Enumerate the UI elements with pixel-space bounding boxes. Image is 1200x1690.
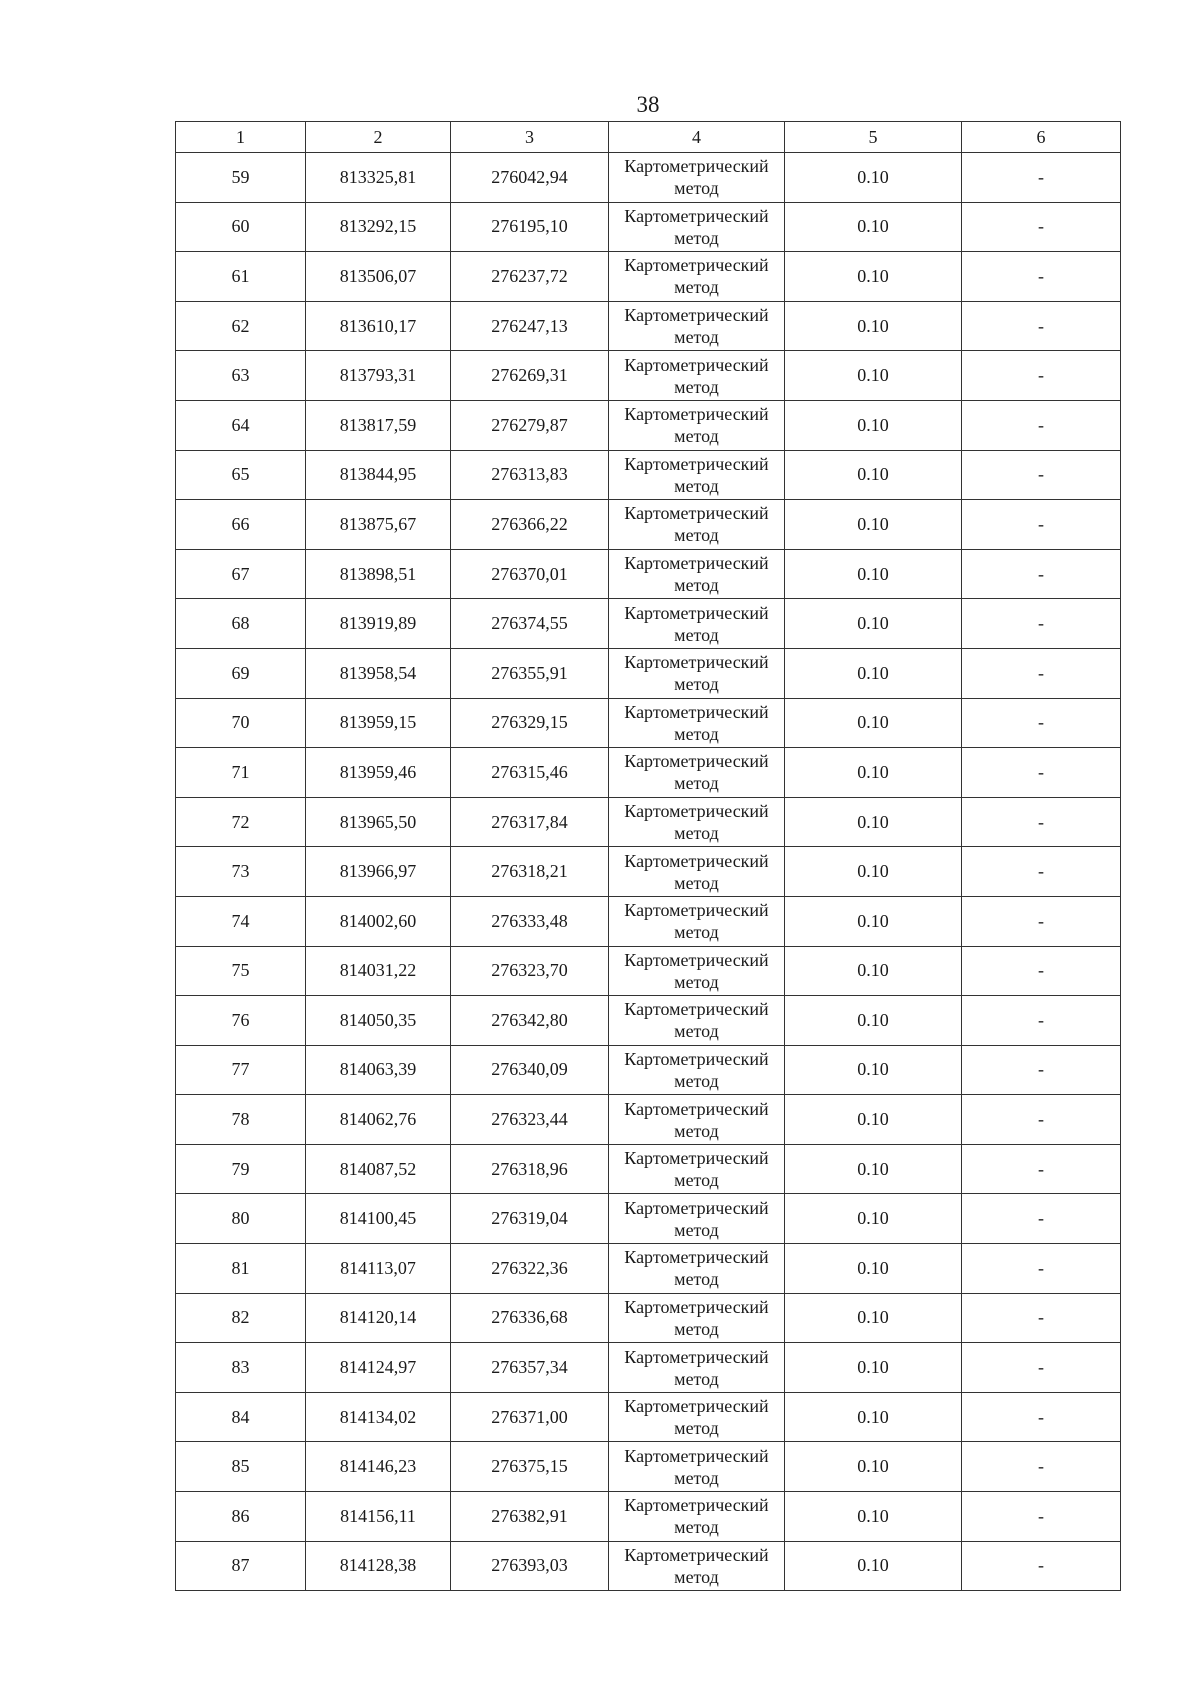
x-coordinate-cell: 814156,11 [306, 1492, 451, 1542]
col-header-4: 4 [609, 122, 785, 153]
method-cell [609, 748, 785, 798]
y-coordinate-cell: 276333,48 [451, 896, 609, 946]
point-number-cell: 63 [176, 351, 306, 401]
accuracy-cell: 0.10 [785, 400, 962, 450]
table-row [176, 1194, 1121, 1244]
col-header-6: 6 [962, 122, 1121, 153]
point-number-cell: 82 [176, 1293, 306, 1343]
method-line-1: Картометрический [624, 999, 769, 1020]
method-line-2: метод [674, 1021, 719, 1042]
method-line-2: метод [674, 723, 719, 744]
note-cell: - [962, 1492, 1121, 1542]
table-row [176, 351, 1121, 401]
method-line-1: Картометрический [624, 701, 769, 722]
y-coordinate-cell: 276371,00 [451, 1392, 609, 1442]
point-number-cell: 66 [176, 500, 306, 550]
x-coordinate-cell: 813959,46 [306, 748, 451, 798]
point-number-cell: 76 [176, 996, 306, 1046]
y-coordinate-cell: 276357,34 [451, 1343, 609, 1393]
note-cell: - [962, 500, 1121, 550]
note-cell: - [962, 599, 1121, 649]
method-line-1: Картометрический [624, 1098, 769, 1119]
accuracy-cell: 0.10 [785, 996, 962, 1046]
method-cell [609, 847, 785, 897]
method-line-2: метод [674, 1269, 719, 1290]
y-coordinate-cell: 276323,70 [451, 946, 609, 996]
method-line-2: метод [674, 277, 719, 298]
table-row [176, 1244, 1121, 1294]
table-row [176, 500, 1121, 550]
x-coordinate-cell: 813919,89 [306, 599, 451, 649]
point-number-cell: 80 [176, 1194, 306, 1244]
method-cell [609, 1244, 785, 1294]
method-line-2: метод [674, 1418, 719, 1439]
note-cell: - [962, 549, 1121, 599]
accuracy-cell: 0.10 [785, 1343, 962, 1393]
note-cell: - [962, 1392, 1121, 1442]
col-header-5: 5 [785, 122, 962, 153]
y-coordinate-cell: 276366,22 [451, 500, 609, 550]
note-cell: - [962, 896, 1121, 946]
x-coordinate-cell: 814087,52 [306, 1144, 451, 1194]
accuracy-cell: 0.10 [785, 946, 962, 996]
x-coordinate-cell: 814120,14 [306, 1293, 451, 1343]
table-row [176, 946, 1121, 996]
method-cell [609, 599, 785, 649]
method-line-1: Картометрический [624, 453, 769, 474]
point-number-cell: 85 [176, 1442, 306, 1492]
table-row [176, 1442, 1121, 1492]
point-number-cell: 77 [176, 1045, 306, 1095]
note-cell: - [962, 698, 1121, 748]
y-coordinate-cell: 276247,13 [451, 301, 609, 351]
method-cell [609, 896, 785, 946]
x-coordinate-cell: 813959,15 [306, 698, 451, 748]
page-number: 38 [636, 92, 660, 117]
note-cell: - [962, 252, 1121, 302]
accuracy-cell: 0.10 [785, 748, 962, 798]
note-cell: - [962, 1244, 1121, 1294]
method-line-2: метод [674, 1566, 719, 1587]
accuracy-cell: 0.10 [785, 1492, 962, 1542]
point-number-cell: 84 [176, 1392, 306, 1442]
point-number-cell: 73 [176, 847, 306, 897]
note-cell: - [962, 202, 1121, 252]
method-cell [609, 500, 785, 550]
table-row [176, 549, 1121, 599]
method-line-1: Картометрический [624, 1048, 769, 1069]
method-cell [609, 1045, 785, 1095]
x-coordinate-cell: 813610,17 [306, 301, 451, 351]
table-row [176, 698, 1121, 748]
method-line-1: Картометрический [624, 255, 769, 276]
accuracy-cell: 0.10 [785, 1144, 962, 1194]
table-row [176, 1343, 1121, 1393]
method-line-2: метод [674, 1219, 719, 1240]
y-coordinate-cell: 276370,01 [451, 549, 609, 599]
point-number-cell: 69 [176, 648, 306, 698]
y-coordinate-cell: 276323,44 [451, 1095, 609, 1145]
point-number-cell: 75 [176, 946, 306, 996]
method-line-2: метод [674, 426, 719, 447]
x-coordinate-cell: 813898,51 [306, 549, 451, 599]
table-row [176, 996, 1121, 1046]
method-cell [609, 1194, 785, 1244]
point-number-cell: 61 [176, 252, 306, 302]
y-coordinate-cell: 276042,94 [451, 153, 609, 203]
method-cell [609, 797, 785, 847]
x-coordinate-cell: 814124,97 [306, 1343, 451, 1393]
y-coordinate-cell: 276340,09 [451, 1045, 609, 1095]
method-line-1: Картометрический [624, 305, 769, 326]
point-number-cell: 70 [176, 698, 306, 748]
method-cell [609, 400, 785, 450]
accuracy-cell: 0.10 [785, 698, 962, 748]
accuracy-cell: 0.10 [785, 1194, 962, 1244]
note-cell: - [962, 946, 1121, 996]
table-row [176, 847, 1121, 897]
method-line-1: Картометрический [624, 602, 769, 623]
point-number-cell: 78 [176, 1095, 306, 1145]
method-line-1: Картометрический [624, 205, 769, 226]
point-number-cell: 83 [176, 1343, 306, 1393]
method-line-1: Картометрический [624, 1544, 769, 1565]
method-line-2: метод [674, 1120, 719, 1141]
method-cell [609, 1492, 785, 1542]
method-line-1: Картометрический [624, 503, 769, 524]
method-line-1: Картометрический [624, 404, 769, 425]
x-coordinate-cell: 814134,02 [306, 1392, 451, 1442]
note-cell: - [962, 1541, 1121, 1591]
table-row [176, 896, 1121, 946]
x-coordinate-cell: 814002,60 [306, 896, 451, 946]
method-line-1: Картометрический [624, 1495, 769, 1516]
method-line-2: метод [674, 327, 719, 348]
note-cell: - [962, 450, 1121, 500]
point-number-cell: 74 [176, 896, 306, 946]
point-number-cell: 62 [176, 301, 306, 351]
method-cell [609, 1293, 785, 1343]
method-line-2: метод [674, 475, 719, 496]
note-cell: - [962, 351, 1121, 401]
x-coordinate-cell: 814146,23 [306, 1442, 451, 1492]
point-number-cell: 68 [176, 599, 306, 649]
table-row [176, 252, 1121, 302]
coordinates-table [175, 121, 1121, 1591]
x-coordinate-cell: 813875,67 [306, 500, 451, 550]
point-number-cell: 67 [176, 549, 306, 599]
method-line-2: метод [674, 773, 719, 794]
method-line-2: метод [674, 525, 719, 546]
point-number-cell: 87 [176, 1541, 306, 1591]
y-coordinate-cell: 276375,15 [451, 1442, 609, 1492]
accuracy-cell: 0.10 [785, 599, 962, 649]
method-cell [609, 1392, 785, 1442]
x-coordinate-cell: 813793,31 [306, 351, 451, 401]
accuracy-cell: 0.10 [785, 301, 962, 351]
y-coordinate-cell: 276313,83 [451, 450, 609, 500]
x-coordinate-cell: 813817,59 [306, 400, 451, 450]
method-line-1: Картометрический [624, 1197, 769, 1218]
accuracy-cell: 0.10 [785, 847, 962, 897]
method-line-1: Картометрический [624, 553, 769, 574]
table-row [176, 301, 1121, 351]
note-cell: - [962, 1343, 1121, 1393]
note-cell: - [962, 400, 1121, 450]
method-cell [609, 351, 785, 401]
method-line-2: метод [674, 227, 719, 248]
x-coordinate-cell: 814031,22 [306, 946, 451, 996]
accuracy-cell: 0.10 [785, 797, 962, 847]
y-coordinate-cell: 276318,21 [451, 847, 609, 897]
accuracy-cell: 0.10 [785, 1392, 962, 1442]
x-coordinate-cell: 813844,95 [306, 450, 451, 500]
method-cell [609, 996, 785, 1046]
accuracy-cell: 0.10 [785, 1442, 962, 1492]
accuracy-cell: 0.10 [785, 1095, 962, 1145]
method-line-1: Картометрический [624, 354, 769, 375]
method-cell [609, 1144, 785, 1194]
method-line-1: Картометрический [624, 1396, 769, 1417]
y-coordinate-cell: 276322,36 [451, 1244, 609, 1294]
method-cell [609, 202, 785, 252]
note-cell: - [962, 1442, 1121, 1492]
y-coordinate-cell: 276318,96 [451, 1144, 609, 1194]
y-coordinate-cell: 276195,10 [451, 202, 609, 252]
table-body [176, 153, 1121, 1591]
method-line-2: метод [674, 1368, 719, 1389]
table-row [176, 450, 1121, 500]
x-coordinate-cell: 814128,38 [306, 1541, 451, 1591]
y-coordinate-cell: 276319,04 [451, 1194, 609, 1244]
method-cell [609, 1095, 785, 1145]
note-cell: - [962, 1144, 1121, 1194]
method-cell [609, 252, 785, 302]
note-cell: - [962, 748, 1121, 798]
accuracy-cell: 0.10 [785, 896, 962, 946]
method-line-2: метод [674, 1467, 719, 1488]
method-cell [609, 648, 785, 698]
table-row [176, 1144, 1121, 1194]
point-number-cell: 86 [176, 1492, 306, 1542]
note-cell: - [962, 996, 1121, 1046]
x-coordinate-cell: 813966,97 [306, 847, 451, 897]
table-row [176, 153, 1121, 203]
method-line-2: метод [674, 575, 719, 596]
point-number-cell: 59 [176, 153, 306, 203]
table-row [176, 202, 1121, 252]
x-coordinate-cell: 813325,81 [306, 153, 451, 203]
y-coordinate-cell: 276315,46 [451, 748, 609, 798]
note-cell: - [962, 648, 1121, 698]
point-number-cell: 81 [176, 1244, 306, 1294]
y-coordinate-cell: 276329,15 [451, 698, 609, 748]
method-line-2: метод [674, 178, 719, 199]
note-cell: - [962, 847, 1121, 897]
accuracy-cell: 0.10 [785, 648, 962, 698]
note-cell: - [962, 153, 1121, 203]
method-line-2: метод [674, 674, 719, 695]
accuracy-cell: 0.10 [785, 549, 962, 599]
method-cell [609, 153, 785, 203]
method-cell [609, 301, 785, 351]
x-coordinate-cell: 814100,45 [306, 1194, 451, 1244]
x-coordinate-cell: 814063,39 [306, 1045, 451, 1095]
y-coordinate-cell: 276317,84 [451, 797, 609, 847]
point-number-cell: 64 [176, 400, 306, 450]
table-row [176, 400, 1121, 450]
y-coordinate-cell: 276355,91 [451, 648, 609, 698]
table-row [176, 1095, 1121, 1145]
header-row [176, 122, 1121, 153]
method-line-1: Картометрический [624, 652, 769, 673]
table-row [176, 1293, 1121, 1343]
method-line-2: метод [674, 872, 719, 893]
method-line-1: Картометрический [624, 1296, 769, 1317]
y-coordinate-cell: 276279,87 [451, 400, 609, 450]
method-line-2: метод [674, 376, 719, 397]
method-cell [609, 946, 785, 996]
y-coordinate-cell: 276374,55 [451, 599, 609, 649]
method-line-2: метод [674, 1070, 719, 1091]
method-line-1: Картометрический [624, 1346, 769, 1367]
table-row [176, 1492, 1121, 1542]
table-row [176, 599, 1121, 649]
accuracy-cell: 0.10 [785, 351, 962, 401]
table-row [176, 1045, 1121, 1095]
method-line-1: Картометрический [624, 1148, 769, 1169]
note-cell: - [962, 1045, 1121, 1095]
method-line-1: Картометрический [624, 1445, 769, 1466]
point-number-cell: 79 [176, 1144, 306, 1194]
accuracy-cell: 0.10 [785, 1244, 962, 1294]
accuracy-cell: 0.10 [785, 450, 962, 500]
y-coordinate-cell: 276393,03 [451, 1541, 609, 1591]
method-cell [609, 698, 785, 748]
note-cell: - [962, 1095, 1121, 1145]
x-coordinate-cell: 813292,15 [306, 202, 451, 252]
table-row [176, 1392, 1121, 1442]
x-coordinate-cell: 813506,07 [306, 252, 451, 302]
table-row [176, 748, 1121, 798]
note-cell: - [962, 1194, 1121, 1244]
y-coordinate-cell: 276382,91 [451, 1492, 609, 1542]
accuracy-cell: 0.10 [785, 1541, 962, 1591]
method-line-2: метод [674, 1517, 719, 1538]
y-coordinate-cell: 276237,72 [451, 252, 609, 302]
method-line-1: Картометрический [624, 801, 769, 822]
method-cell [609, 1541, 785, 1591]
x-coordinate-cell: 814062,76 [306, 1095, 451, 1145]
accuracy-cell: 0.10 [785, 500, 962, 550]
point-number-cell: 71 [176, 748, 306, 798]
x-coordinate-cell: 814113,07 [306, 1244, 451, 1294]
accuracy-cell: 0.10 [785, 1293, 962, 1343]
table-row [176, 797, 1121, 847]
method-line-1: Картометрический [624, 751, 769, 772]
accuracy-cell: 0.10 [785, 153, 962, 203]
table-row [176, 648, 1121, 698]
method-line-2: метод [674, 624, 719, 645]
x-coordinate-cell: 813965,50 [306, 797, 451, 847]
accuracy-cell: 0.10 [785, 202, 962, 252]
col-header-3: 3 [451, 122, 609, 153]
accuracy-cell: 0.10 [785, 252, 962, 302]
x-coordinate-cell: 814050,35 [306, 996, 451, 1046]
point-number-cell: 72 [176, 797, 306, 847]
method-line-1: Картометрический [624, 1247, 769, 1268]
col-header-2: 2 [306, 122, 451, 153]
col-header-1: 1 [176, 122, 306, 153]
method-line-2: метод [674, 1170, 719, 1191]
method-line-1: Картометрический [624, 949, 769, 970]
x-coordinate-cell: 813958,54 [306, 648, 451, 698]
point-number-cell: 65 [176, 450, 306, 500]
note-cell: - [962, 301, 1121, 351]
method-line-2: метод [674, 971, 719, 992]
method-line-2: метод [674, 823, 719, 844]
method-line-1: Картометрический [624, 900, 769, 921]
method-cell [609, 1442, 785, 1492]
method-cell [609, 1343, 785, 1393]
point-number-cell: 60 [176, 202, 306, 252]
y-coordinate-cell: 276336,68 [451, 1293, 609, 1343]
method-cell [609, 450, 785, 500]
table-row [176, 1541, 1121, 1591]
method-line-2: метод [674, 922, 719, 943]
method-line-1: Картометрический [624, 850, 769, 871]
y-coordinate-cell: 276342,80 [451, 996, 609, 1046]
note-cell: - [962, 1293, 1121, 1343]
y-coordinate-cell: 276269,31 [451, 351, 609, 401]
method-line-1: Картометрический [624, 156, 769, 177]
method-cell [609, 549, 785, 599]
method-line-2: метод [674, 1318, 719, 1339]
note-cell: - [962, 797, 1121, 847]
accuracy-cell: 0.10 [785, 1045, 962, 1095]
